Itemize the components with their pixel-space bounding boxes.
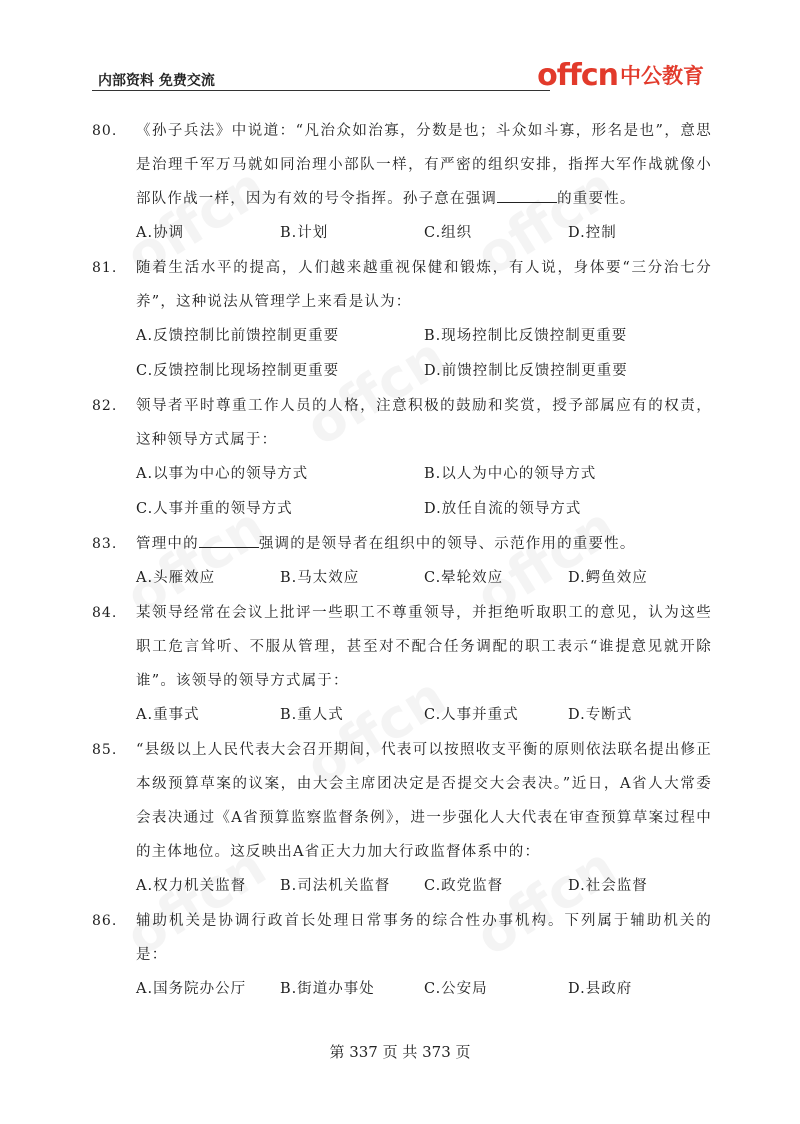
option-a: A.协调 — [136, 225, 185, 241]
question-text-part: 的重要性。 — [557, 191, 636, 207]
question-86 — [92, 904, 712, 1007]
option-a: A.头雁效应 — [136, 570, 216, 586]
page-footer: 第 337 页 共 373 页 — [329, 1043, 471, 1061]
question-85 — [92, 733, 712, 904]
options — [136, 972, 712, 1007]
offcn-logo — [537, 60, 704, 92]
options — [136, 216, 712, 251]
question-80 — [92, 114, 712, 251]
options — [136, 698, 712, 733]
options — [136, 319, 712, 354]
option-d: D.社会监督 — [568, 878, 648, 894]
option-c: C.组织 — [424, 225, 473, 241]
options — [136, 561, 712, 596]
question-text: 某领导经常在会议上批评一些职工不尊重领导，并拒绝听取职工的意见，认为这些职工危言耸听、不服从管理，甚至对不配合任务调配的职工表示“谁提意见就开除谁”。该领导的领导方式属于： — [136, 605, 712, 689]
option-b: B.计划 — [280, 225, 329, 241]
question-text — [136, 527, 712, 561]
question-text-part: 管理中的 — [136, 536, 199, 552]
option-b: B.司法机关监督 — [280, 878, 391, 894]
question-text: 随着生活水平的提高，人们越来越重视保健和锻炼，有人说，身体要“三分治七分养”，这种说法从管理学上来看是认为： — [136, 260, 712, 310]
option-c: C.政党监督 — [424, 878, 504, 894]
answer-blank — [199, 531, 259, 548]
logo-text: 中公教育 — [620, 64, 704, 88]
option-d: D.前馈控制比反馈控制更重要 — [424, 363, 628, 379]
question-82 — [92, 389, 712, 527]
options — [136, 354, 712, 389]
question-list — [92, 114, 712, 1007]
option-d: D.鳄鱼效应 — [568, 570, 648, 586]
question-text: “县级以上人民代表大会召开期间，代表可以按照收支平衡的原则依法联名提出修正本级预算草案的议案，由大会主席团决定是否提交大会表决。”近日，A省人大常委会表决通过《A省预算监察监督条例》，进一步强化人大代表在审查预算草案过程中的主体地位。这反映出A省正大力加大行政监督体系中的： — [136, 742, 712, 860]
question-number: 84. — [92, 605, 118, 621]
option-d: D.控制 — [568, 225, 617, 241]
option-d: D.专断式 — [568, 707, 633, 723]
question-number: 82. — [92, 398, 118, 414]
question-text — [136, 114, 712, 216]
option-c: C.晕轮效应 — [424, 570, 504, 586]
question-text: 辅助机关是协调行政首长处理日常事务的综合性办事机构。下列属于辅助机关的是： — [136, 913, 712, 963]
option-a: A.以事为中心的领导方式 — [136, 466, 309, 482]
option-b: B.重人式 — [280, 707, 344, 723]
option-c: C.反馈控制比现场控制更重要 — [136, 363, 340, 379]
page-header — [92, 60, 704, 92]
option-a: A.反馈控制比前馈控制更重要 — [136, 328, 340, 344]
options — [136, 869, 712, 904]
option-b: B.马太效应 — [280, 570, 360, 586]
option-a: A.权力机关监督 — [136, 878, 247, 894]
question-84 — [92, 596, 712, 733]
question-number: 83. — [92, 536, 118, 552]
option-d: D.放任自流的领导方式 — [424, 501, 582, 517]
question-number: 86. — [92, 913, 118, 929]
options — [136, 492, 712, 527]
option-b: B.以人为中心的领导方式 — [424, 466, 597, 482]
option-a: A.国务院办公厅 — [136, 981, 247, 997]
option-c: C.人事并重的领导方式 — [136, 501, 293, 517]
header-label: 内部资料 免费交流 — [98, 73, 215, 89]
answer-blank — [497, 186, 557, 203]
logo-mark: offcn — [537, 58, 618, 93]
question-text: 领导者平时尊重工作人员的人格，注意积极的鼓励和奖赏，授予部属应有的权责，这种领导方式属于： — [136, 398, 712, 448]
option-c: C.人事并重式 — [424, 707, 519, 723]
question-number: 85. — [92, 742, 118, 758]
question-text-part: 《孙子兵法》中说道：“凡治众如治寡，分数是也；斗众如斗寡，形名是也”，意思是治理千军万马就如同治理小部队一样，有严密的组织安排，指挥大军作战就像小部队作战一样，因为有效的号令指挥。孙子意在强调 — [136, 123, 712, 207]
options — [136, 457, 712, 492]
question-81 — [92, 251, 712, 389]
question-text-part: 强调的是领导者在组织中的领导、示范作用的重要性。 — [258, 536, 636, 552]
option-a: A.重事式 — [136, 707, 200, 723]
question-number: 81. — [92, 260, 118, 276]
option-b: B.街道办事处 — [280, 981, 375, 997]
header-rule — [92, 90, 550, 91]
option-c: C.公安局 — [424, 981, 488, 997]
question-83 — [92, 527, 712, 596]
option-d: D.县政府 — [568, 981, 633, 997]
question-number: 80. — [92, 123, 118, 139]
option-b: B.现场控制比反馈控制更重要 — [424, 328, 628, 344]
